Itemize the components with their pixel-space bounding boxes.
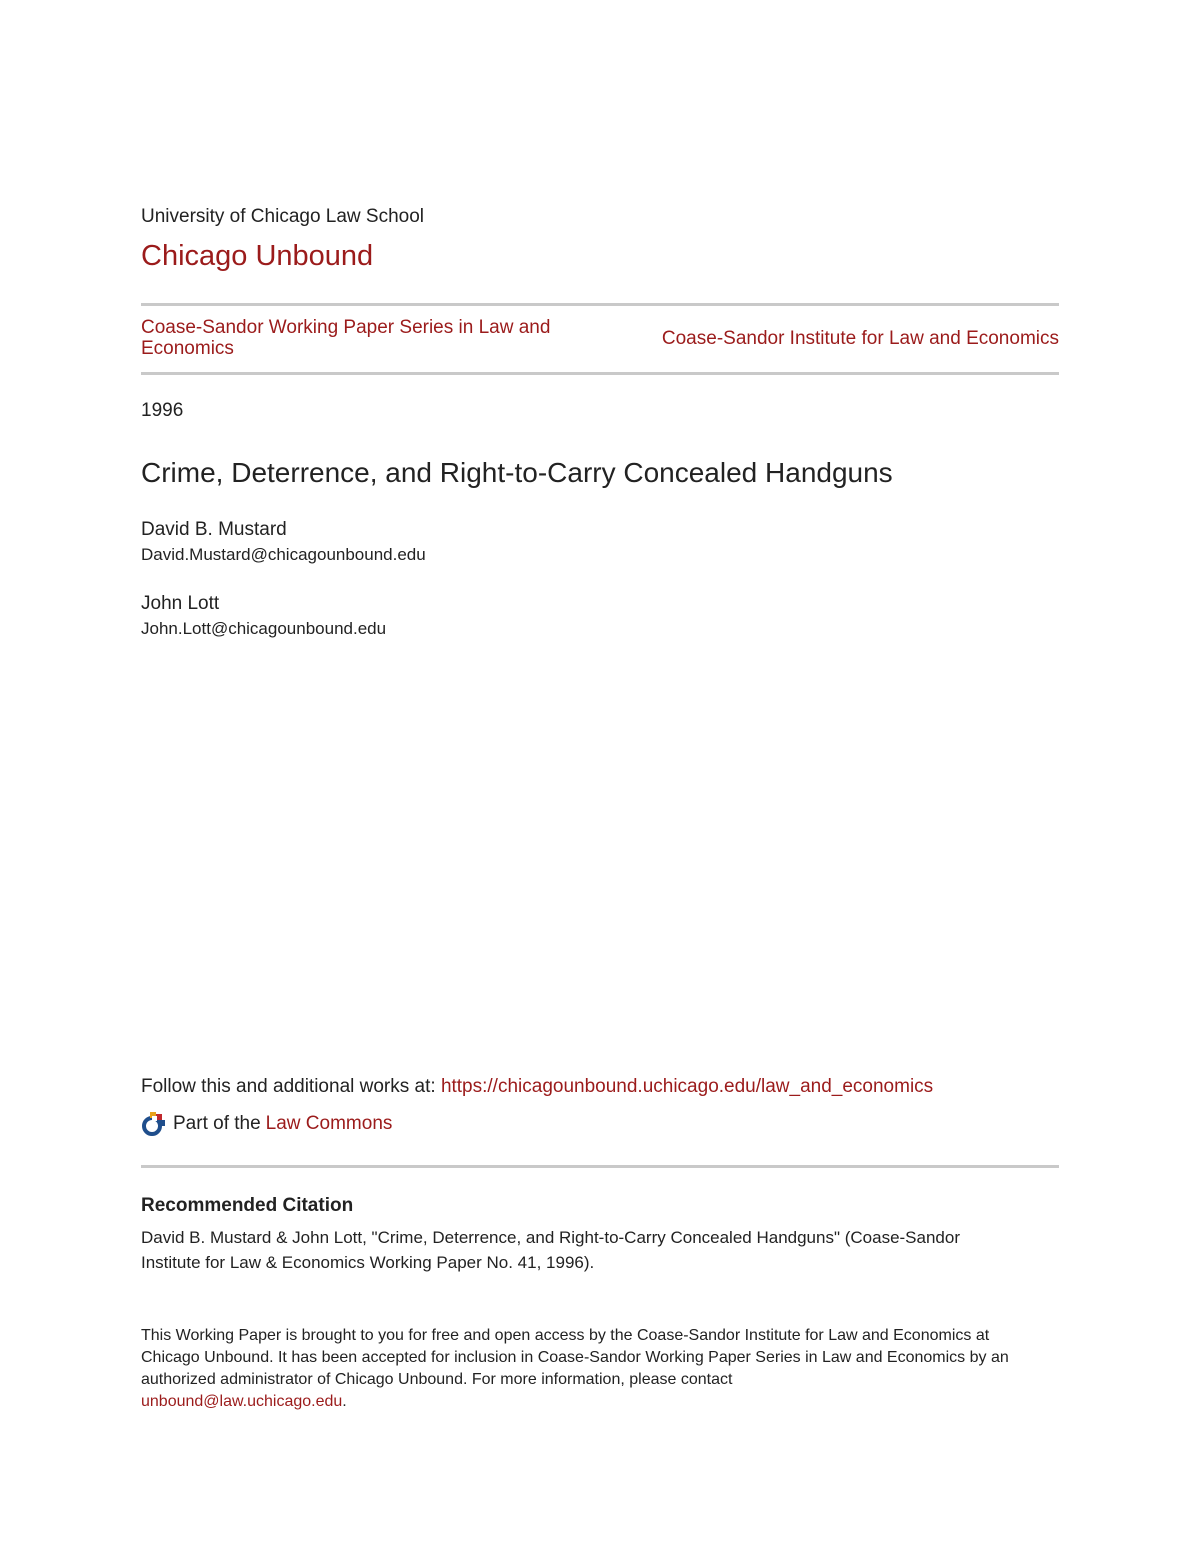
paper-title: Crime, Deterrence, and Right-to-Carry Concealed Handguns	[141, 457, 893, 488]
law-commons-link[interactable]: Law Commons	[265, 1113, 393, 1134]
follow-line	[141, 1076, 933, 1098]
citation-heading: Recommended Citation	[141, 1195, 354, 1216]
author-name: David B. Mustard	[141, 519, 287, 540]
repository-link[interactable]: Chicago Unbound	[141, 240, 374, 272]
part-of-line	[141, 1110, 392, 1138]
notice-suffix: .	[342, 1393, 347, 1410]
citation-text: David B. Mustard & John Lott, "Crime, Deterrence, and Right-to-Carry Concealed Handguns" (Coase-Sandor Institute for Law & Economics Working Paper No. 41, 1996).	[141, 1228, 961, 1272]
collection-url-link[interactable]: https://chicagounbound.uchicago.edu/law_and_economics	[440, 1076, 934, 1097]
author-block-1	[141, 519, 426, 565]
top-divider	[141, 303, 1059, 306]
network-commons-icon[interactable]	[141, 1110, 167, 1138]
middle-divider	[141, 372, 1059, 375]
contact-email-link[interactable]: unbound@law.uchicago.edu	[141, 1393, 343, 1410]
publication-year: 1996	[141, 400, 184, 421]
bottom-divider	[141, 1165, 1059, 1168]
series-link[interactable]: Coase-Sandor Working Paper Series in Law and Economics	[141, 317, 551, 359]
author-email: David.Mustard@chicagounbound.edu	[141, 545, 426, 564]
notice-text: This Working Paper is brought to you for free and open access by the Coase-Sandor Institute for Law and Economics at Chicago Unbound. It has been accepted for inclusion in Coase-Sandor Working Paper Series in Law and Economics by an authorized administrator of Chicago Unbound. For more information, please contact	[141, 1327, 1009, 1388]
follow-prefix: Follow this and additional works at:	[141, 1076, 441, 1097]
institute-link[interactable]: Coase-Sandor Institute for Law and Economics	[661, 328, 1059, 349]
author-name: John Lott	[141, 593, 220, 614]
author-block-2	[141, 593, 386, 639]
access-notice	[141, 1325, 1041, 1413]
part-of-prefix: Part of the	[173, 1113, 261, 1134]
author-email: John.Lott@chicagounbound.edu	[141, 619, 387, 638]
institution-name: University of Chicago Law School	[141, 206, 425, 227]
